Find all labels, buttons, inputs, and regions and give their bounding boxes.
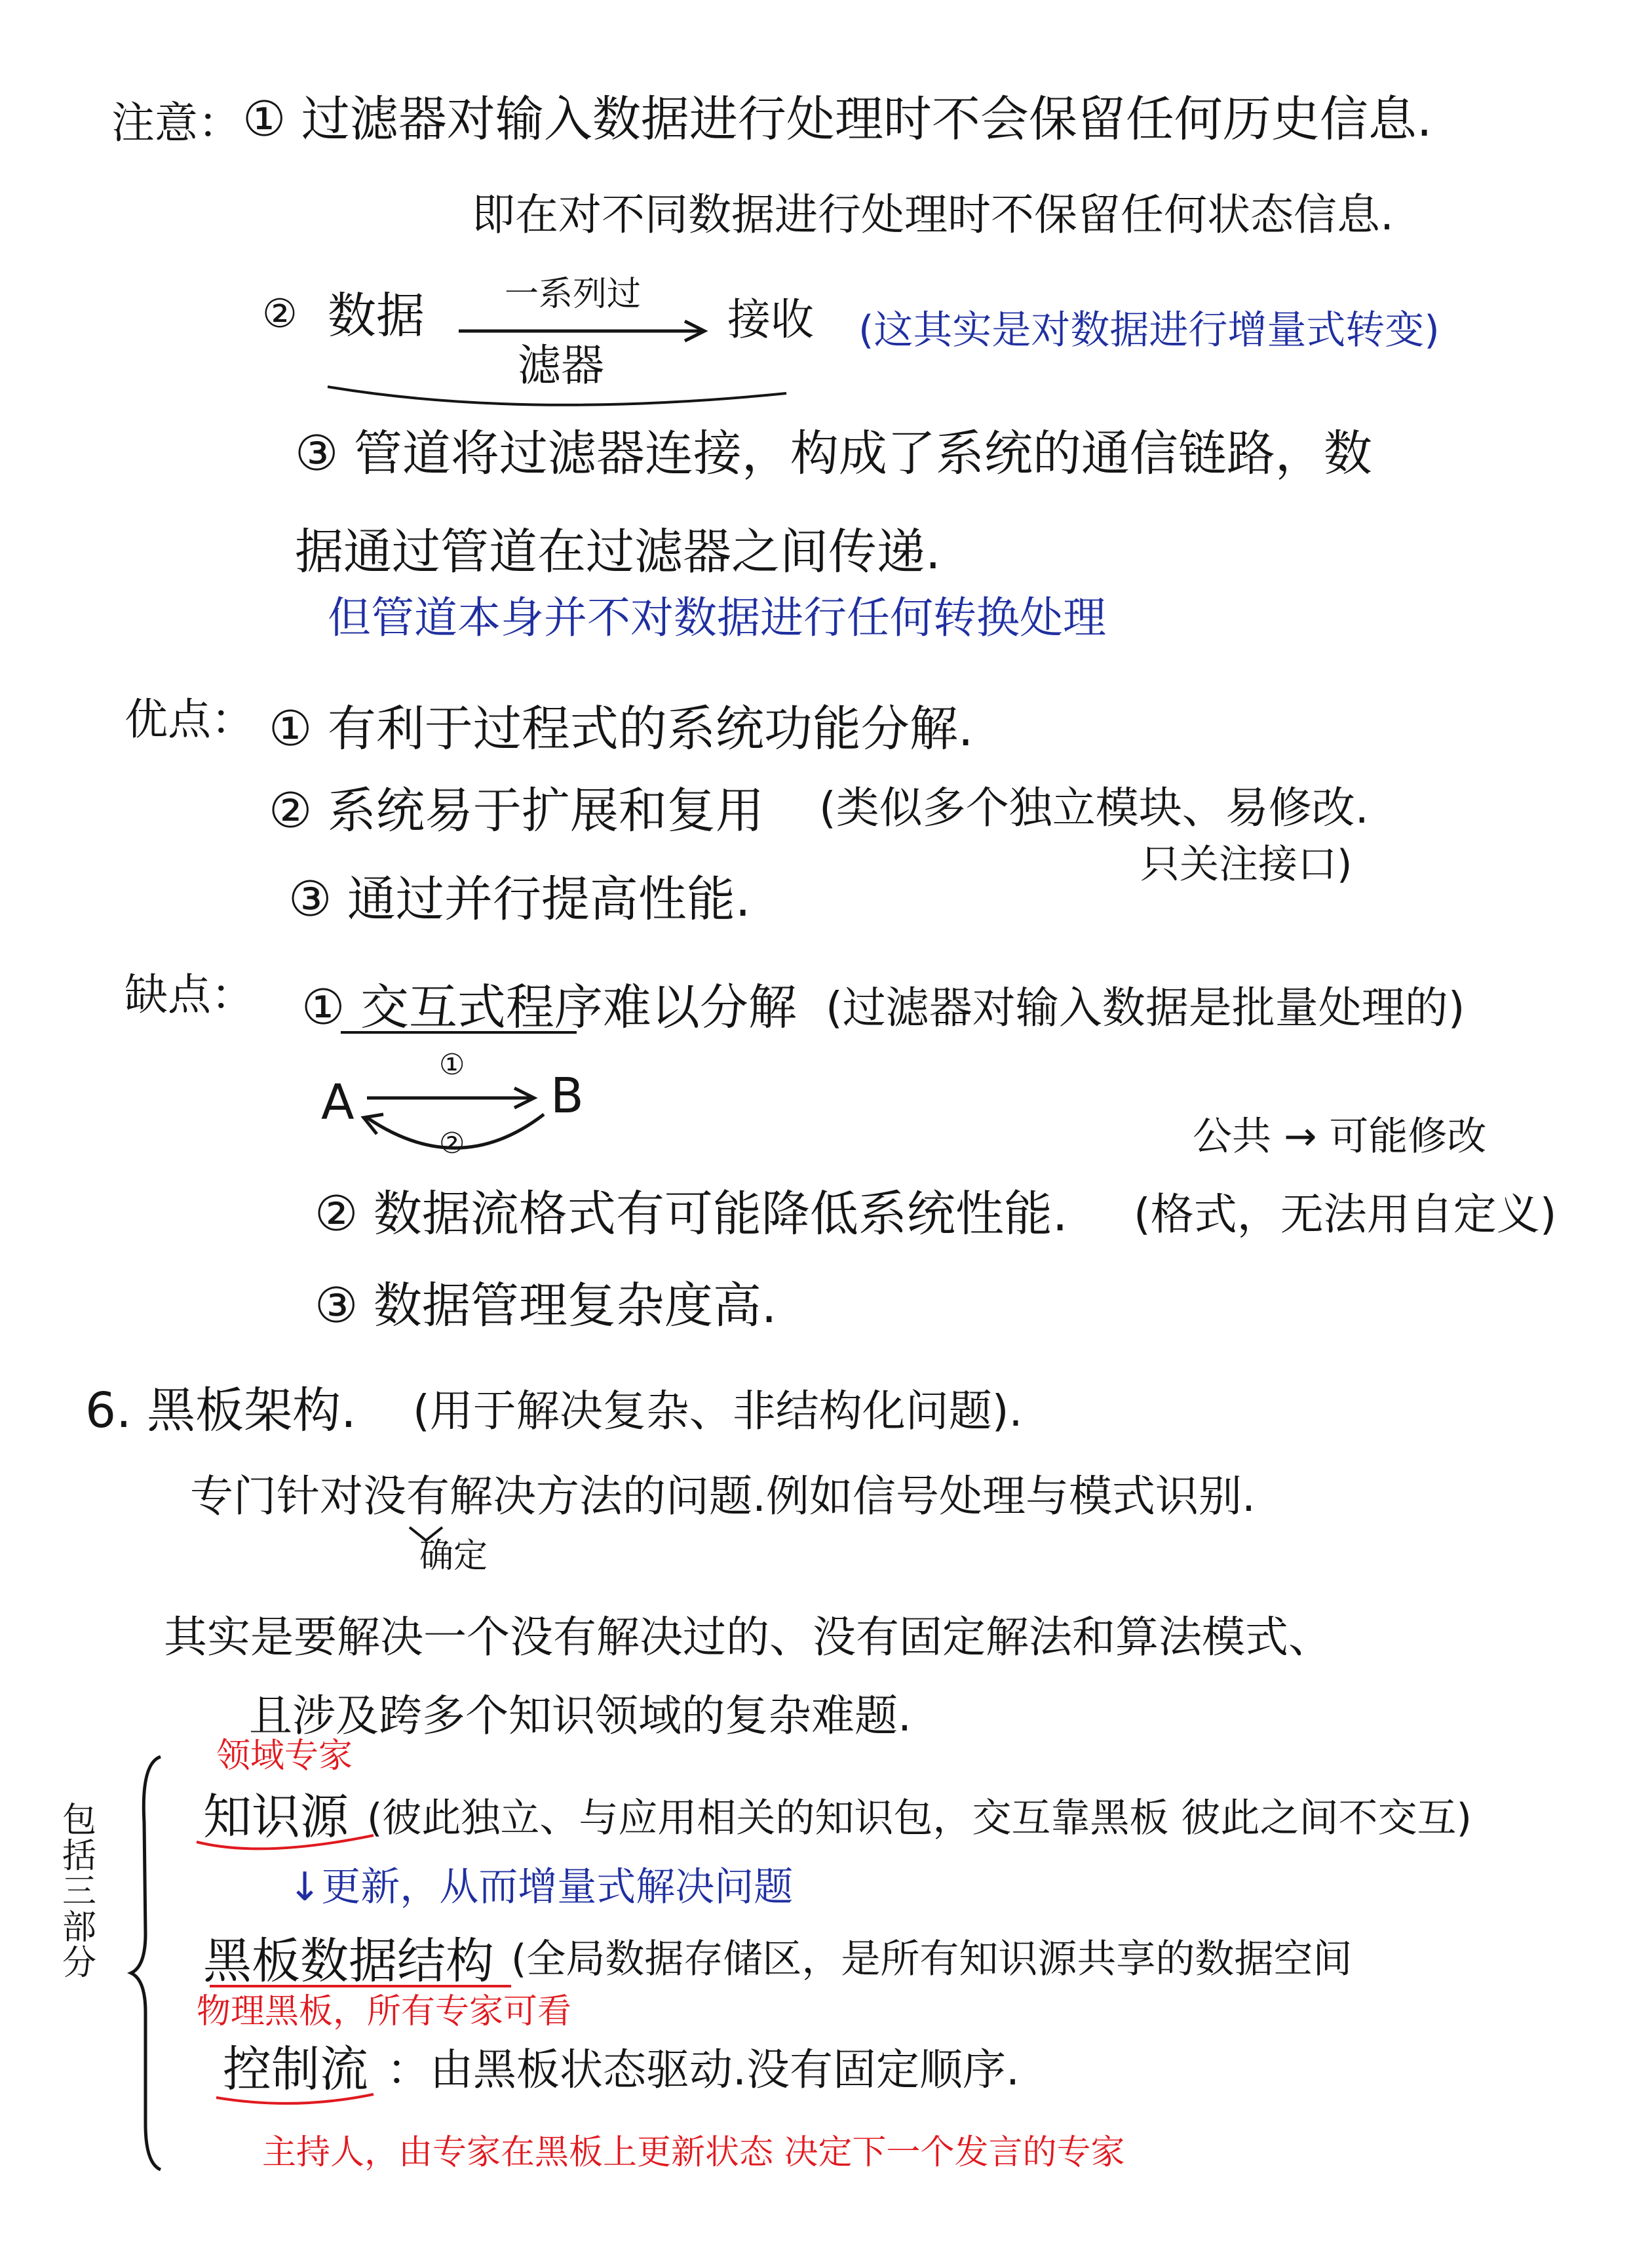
component-2-red-note: 物理黑板，所有专家可看 <box>197 1992 572 2031</box>
component-3-red-note: 主持人，由专家在黑板上更新状态 决定下一个发言的专家 <box>262 2133 1125 2172</box>
note-2-receive: 接收 <box>727 294 814 345</box>
note-3-line-2: 据通过管道在过滤器之间传递. <box>295 524 941 580</box>
component-1-desc: (彼此独立、与应用相关的知识包，交互靠黑板 彼此之间不交互) <box>367 1795 1472 1841</box>
note-3-annotation: 但管道本身并不对数据进行任何转换处理 <box>328 593 1106 643</box>
advantage-2-note: (类似多个独立模块、易修改. <box>819 783 1369 833</box>
advantages-header: 优点： <box>125 694 254 745</box>
notes-header: 注意： <box>111 98 241 148</box>
component-2-title: 黑板数据结构 <box>203 1933 494 1989</box>
note-2-arrow-top: 一系列过 <box>505 275 642 314</box>
component-1-red-note: 领域专家 <box>216 1736 353 1776</box>
components-brace <box>131 1757 161 2170</box>
blackboard-line-1-insert: 确定 <box>419 1536 488 1576</box>
note-2-arrow-bottom: 滤器 <box>518 340 604 391</box>
disadvantage-2: ② 数据流格式有可能降低系统性能. <box>315 1186 1068 1242</box>
component-1-blue-note: ↓更新，从而增量式解决问题 <box>288 1864 794 1910</box>
note-1: ① 过滤器对输入数据进行处理时不会保留任何历史信息. <box>242 91 1432 147</box>
component-1-red-underline <box>197 1835 374 1848</box>
blackboard-title-note: (用于解决复杂、非结构化问题). <box>413 1386 1023 1436</box>
diagram-node-b: B <box>550 1068 584 1124</box>
note-3-line-1: ③ 管道将过滤器连接，构成了系统的通信链路，数 <box>295 425 1372 482</box>
components-side-label: 包括三部分 <box>62 1801 97 1984</box>
component-3-title: 控制流 <box>223 2041 368 2098</box>
component-3-desc: ：由黑板状态驱动.没有固定顺序. <box>387 2044 1020 2095</box>
note-2-data: 数据 <box>328 288 425 344</box>
blackboard-line-1: 专门针对没有解决方法的问题.例如信号处理与模式识别. <box>190 1471 1256 1521</box>
advantage-1: ① 有利于过程式的系统功能分解. <box>269 701 974 757</box>
advantage-2: ② 系统易于扩展和复用 <box>269 783 764 839</box>
diagram-arrow-back-head <box>364 1114 383 1134</box>
blackboard-line-2: 其实是要解决一个没有解决过的、没有固定解法和算法模式、 <box>164 1612 1332 1662</box>
insert-caret <box>410 1527 442 1540</box>
diagram-label-1: ① <box>439 1048 465 1082</box>
note-2-label: ② <box>262 291 298 337</box>
blackboard-title: 6. 黑板架构. <box>85 1382 356 1439</box>
diagram-node-a: A <box>321 1074 355 1131</box>
disadvantage-1-note: (过滤器对输入数据是批量处理的) <box>826 983 1465 1033</box>
component-1-title: 知识源 <box>203 1789 349 1845</box>
disadvantage-3: ③ 数据管理复杂度高. <box>315 1278 777 1334</box>
note-2-annotation: (这其实是对数据进行增量式转变) <box>858 307 1440 353</box>
disadvantage-2-note-top: 公共 → 可能修改 <box>1193 1114 1487 1160</box>
component-2-desc: (全局数据存储区，是所有知识源共享的数据空间 <box>511 1936 1353 1982</box>
note-2-underline <box>328 387 786 405</box>
disadvantage-2-note: (格式，无法用自定义) <box>1134 1189 1557 1240</box>
component-3-red-underline <box>216 2094 374 2103</box>
diagram-label-2: ② <box>439 1127 465 1160</box>
note-1-sub: 即在对不同数据进行处理时不保留任何状态信息. <box>472 189 1394 240</box>
advantage-2-note-2: 只关注接口) <box>1140 842 1353 888</box>
blackboard-line-3: 且涉及跨多个知识领域的复杂难题. <box>249 1691 912 1741</box>
diagram-arrow-back <box>367 1114 544 1148</box>
disadvantage-1: ① 交互式程序难以分解 <box>301 979 797 1036</box>
disadvantages-header: 缺点： <box>125 969 254 1020</box>
advantage-3: ③ 通过并行提高性能. <box>288 871 751 928</box>
